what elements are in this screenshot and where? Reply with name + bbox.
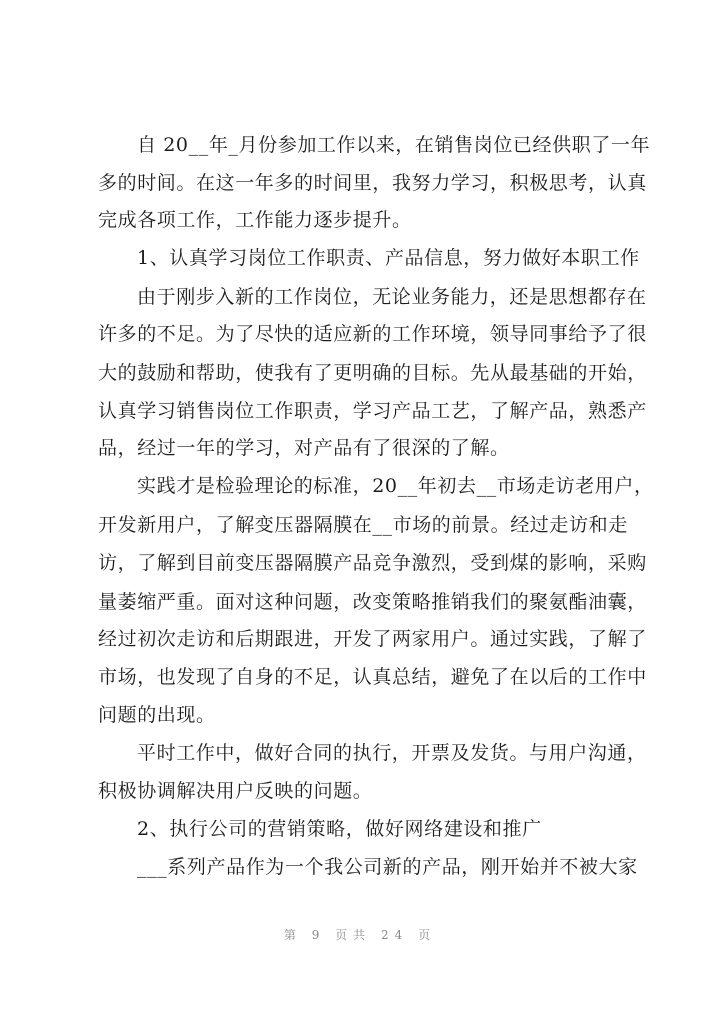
paragraph-line: 经过初次走访和后期跟进，开发了两家用户。通过实践，了解了 <box>98 628 647 650</box>
paragraph-line: 大的鼓励和帮助，使我有了更明确的目标。先从最基础的开始， <box>98 362 647 384</box>
paragraph-line: 积极协调解决用户反映的问题。 <box>98 780 373 802</box>
paragraph-line: ___系列产品作为一个我公司新的产品，刚开始并不被大家 <box>137 856 638 878</box>
section-heading: 2、执行公司的营销策略，做好网络建设和推广 <box>137 818 542 840</box>
paragraph-line: 认真学习销售岗位工作职责，学习产品工艺，了解产品，熟悉产 <box>98 400 647 422</box>
paragraph-line: 开发新用户，了解变压器隔膜在__市场的前景。经过走访和走 <box>98 514 628 536</box>
paragraph-line: 完成各项工作，工作能力逐步提升。 <box>98 209 412 231</box>
section-heading: 1、认真学习岗位工作职责、产品信息，努力做好本职工作 <box>137 247 640 269</box>
paragraph-line: 访，了解到目前变压器隔膜产品竞争激烈，受到煤的影响，采购 <box>98 552 647 574</box>
paragraph-line: 实践才是检验理论的标准，20__年初去__市场走访老用户， <box>137 475 654 497</box>
paragraph-line: 市场，也发现了自身的不足，认真总结，避免了在以后的工作中 <box>98 666 647 688</box>
paragraph-line: 自 20__年_月份参加工作以来，在销售岗位已经供职了一年 <box>137 134 651 156</box>
paragraph-line: 平时工作中，做好合同的执行，开票及发货。与用户沟通， <box>137 742 647 764</box>
paragraph-line: 问题的出现。 <box>98 704 216 726</box>
paragraph-line: 许多的不足。为了尽快的适应新的工作环境，领导同事给予了很 <box>98 323 647 345</box>
paragraph-line: 品，经过一年的学习，对产品有了很深的了解。 <box>98 437 510 459</box>
paragraph-line: 量萎缩严重。面对这种问题，改变策略推销我们的聚氨酯油囊， <box>98 591 647 613</box>
paragraph-line: 多的时间。在这一年多的时间里，我努力学习，积极思考，认真 <box>98 172 647 194</box>
paragraph-line: 由于刚步入新的工作岗位，无论业务能力，还是思想都存在 <box>137 286 647 308</box>
page-number: 第 9 页共 24 页 <box>283 928 437 942</box>
